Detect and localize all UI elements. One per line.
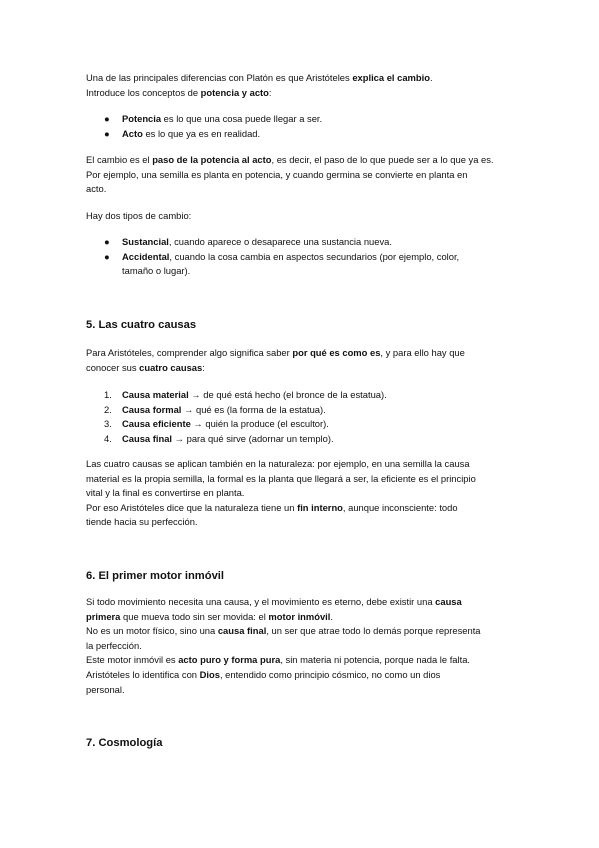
text: , cuando aparece o desaparece una sustancia nueva. bbox=[168, 236, 392, 247]
text: El cambio es el bbox=[86, 154, 153, 165]
text: : bbox=[202, 361, 205, 373]
naturaleza-paragraph bbox=[86, 457, 526, 530]
bold-text: potencia y acto bbox=[200, 86, 269, 98]
section-7-heading: 7. Cosmología bbox=[86, 737, 163, 749]
bold-text: Causa final bbox=[122, 432, 173, 444]
text-line: vital y la final es convertirse en planta. bbox=[86, 487, 245, 499]
bullet-icon: ● bbox=[104, 113, 110, 124]
text-line: Por ejemplo, una semilla es planta en potencia, y cuando germina se convierte en planta en bbox=[86, 168, 468, 180]
bold-text: causa final bbox=[217, 625, 267, 637]
bold-text: causa bbox=[435, 596, 462, 607]
text-line: tamaño o lugar). bbox=[122, 265, 191, 277]
text: , es decir, el paso de lo que puede ser a lo que ya es. bbox=[271, 154, 494, 165]
bold-text: Acto bbox=[122, 127, 143, 139]
bold-text: primera bbox=[86, 610, 121, 622]
bold-text: fin interno bbox=[297, 501, 343, 513]
intro-paragraph bbox=[86, 71, 526, 100]
text: → quién la produce (el escultor). bbox=[190, 418, 329, 430]
text-line: personal. bbox=[86, 683, 125, 695]
text: Para Aristóteles, comprender algo significa saber bbox=[86, 347, 293, 358]
causas-list bbox=[86, 388, 526, 446]
bold-text: Causa material bbox=[122, 389, 189, 400]
text: conocer sus bbox=[86, 361, 140, 373]
text: es lo que una cosa puede llegar a ser. bbox=[161, 113, 323, 124]
bold-text: Causa eficiente bbox=[122, 418, 191, 430]
text: es lo que ya es en realidad. bbox=[142, 127, 261, 139]
list-item bbox=[86, 432, 526, 447]
bold-text: Dios bbox=[199, 668, 220, 680]
text: Si todo movimiento necesita una causa, y el movimiento es eterno, debe existir una bbox=[86, 596, 436, 607]
intro-line-2 bbox=[86, 86, 526, 101]
text: , entendido como principio cósmico, no como un dios bbox=[219, 668, 441, 680]
bold-text: motor inmóvil bbox=[268, 610, 331, 622]
text-line: acto. bbox=[86, 183, 107, 195]
list-item bbox=[86, 127, 526, 142]
text: , aunque inconsciente: todo bbox=[342, 501, 458, 513]
cambio-paragraph bbox=[86, 153, 526, 197]
text-line: Hay dos tipos de cambio: bbox=[86, 210, 192, 221]
bullet-icon: ● bbox=[104, 250, 110, 262]
text-line: material es la propia semilla, la formal es la planta que llegará a ser, la eficiente es el principio bbox=[86, 472, 476, 484]
bold-text: Accidental bbox=[122, 250, 170, 262]
list-item bbox=[86, 250, 526, 279]
text: → para qué sirve (adornar un templo). bbox=[172, 432, 334, 444]
bold-text: Sustancial bbox=[122, 236, 169, 247]
text: Aristóteles lo identifica con bbox=[86, 668, 200, 680]
list-item bbox=[86, 112, 526, 127]
list-item bbox=[86, 403, 526, 418]
motor-paragraph bbox=[86, 595, 526, 697]
text: que mueva todo sin ser movida: el bbox=[120, 610, 269, 622]
list-item bbox=[86, 388, 526, 403]
text: No es un motor físico, sino una bbox=[86, 625, 218, 637]
text: , sin materia ni potencia, porque nada le falta. bbox=[280, 654, 471, 666]
text: Introduce los conceptos de bbox=[86, 86, 201, 98]
text: Una de las principales diferencias con Platón es que Aristóteles bbox=[86, 72, 353, 83]
bold-text: acto puro y forma pura bbox=[178, 654, 281, 666]
text-line: Las cuatro causas se aplican también en la naturaleza: por ejemplo, en una semilla la causa bbox=[86, 458, 470, 469]
text-line: la perfección. bbox=[86, 639, 142, 651]
bold-text: cuatro causas bbox=[139, 361, 203, 373]
list-number: 3. bbox=[104, 418, 112, 430]
section-5-heading: 5. Las cuatro causas bbox=[86, 319, 197, 331]
bold-text: explica el cambio bbox=[352, 72, 430, 83]
list-number: 2. bbox=[104, 403, 112, 415]
text: . bbox=[429, 72, 433, 83]
text: , y para ello hay que bbox=[380, 347, 465, 358]
text: Este motor inmóvil es bbox=[86, 654, 179, 666]
list-item bbox=[86, 417, 526, 432]
bold-text: por qué es como es bbox=[292, 347, 381, 358]
list-number: 1. bbox=[104, 389, 112, 400]
text: Por eso Aristóteles dice que la naturaleza tiene un bbox=[86, 501, 298, 513]
text: → de qué está hecho (el bronce de la estatua). bbox=[188, 389, 387, 400]
sec5-intro bbox=[86, 346, 526, 375]
text-line: tiende hacia su perfección. bbox=[86, 516, 198, 528]
list-number: 4. bbox=[104, 432, 112, 444]
intro-line-1 bbox=[86, 71, 526, 86]
text: : bbox=[268, 86, 272, 98]
bold-text: Causa formal bbox=[122, 403, 182, 415]
bullet-icon: ● bbox=[104, 127, 110, 139]
text: , cuando la cosa cambia en aspectos secundarios (por ejemplo, color, bbox=[169, 250, 460, 262]
bold-text: Potencia bbox=[122, 113, 162, 124]
tipos-intro bbox=[86, 209, 526, 224]
potencia-acto-list bbox=[86, 112, 526, 141]
bullet-icon: ● bbox=[104, 236, 110, 247]
bold-text: paso de la potencia al acto bbox=[152, 154, 272, 165]
text: . bbox=[330, 610, 333, 622]
tipos-list bbox=[86, 235, 526, 279]
section-6-heading: 6. El primer motor inmóvil bbox=[86, 570, 225, 582]
text: → qué es (la forma de la estatua). bbox=[181, 403, 326, 415]
list-item bbox=[86, 235, 526, 250]
text: , un ser que atrae todo lo demás porque representa bbox=[266, 625, 481, 637]
